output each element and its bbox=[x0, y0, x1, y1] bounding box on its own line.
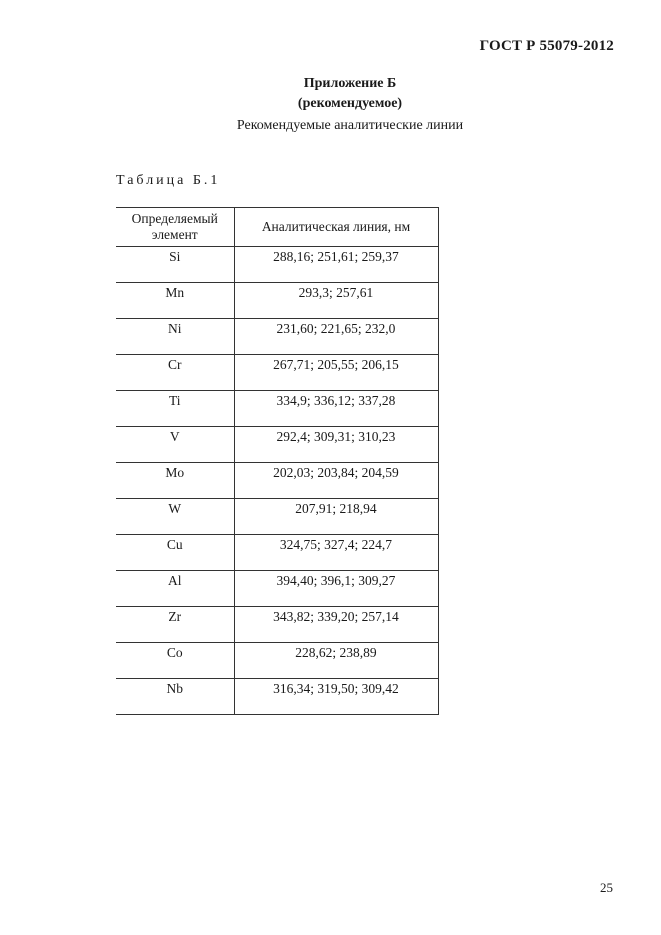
element-cell: V bbox=[116, 427, 234, 463]
table-row bbox=[116, 571, 438, 607]
lines-cell: 207,91; 218,94 bbox=[234, 499, 438, 535]
element-cell: Nb bbox=[116, 679, 234, 715]
lines-cell: 293,3; 257,61 bbox=[234, 283, 438, 319]
table-header-row bbox=[116, 208, 438, 247]
element-cell: Mn bbox=[116, 283, 234, 319]
table-caption: Таблица Б.1 bbox=[116, 173, 221, 188]
lines-cell: 324,75; 327,4; 224,7 bbox=[234, 535, 438, 571]
table-row bbox=[116, 355, 438, 391]
element-cell: Co bbox=[116, 643, 234, 679]
element-cell: W bbox=[116, 499, 234, 535]
appendix-subtitle: Рекомендуемые аналитические линии bbox=[236, 118, 464, 133]
table-row bbox=[116, 499, 438, 535]
element-cell: Zr bbox=[116, 607, 234, 643]
table-row bbox=[116, 319, 438, 355]
document-code: ГОСТ Р 55079-2012 bbox=[479, 38, 614, 54]
element-cell: Ni bbox=[116, 319, 234, 355]
lines-cell: 228,62; 238,89 bbox=[234, 643, 438, 679]
table-row bbox=[116, 679, 438, 715]
element-cell: Cr bbox=[116, 355, 234, 391]
lines-cell: 202,03; 203,84; 204,59 bbox=[234, 463, 438, 499]
table-row bbox=[116, 643, 438, 679]
column-header-lines: Аналитическая линия, нм bbox=[234, 208, 438, 247]
appendix-status: (рекомендуемое) bbox=[297, 96, 403, 111]
element-cell: Al bbox=[116, 571, 234, 607]
element-cell: Mo bbox=[116, 463, 234, 499]
table-row bbox=[116, 607, 438, 643]
analytical-lines-table bbox=[116, 207, 439, 715]
lines-cell: 394,40; 396,1; 309,27 bbox=[234, 571, 438, 607]
lines-cell: 267,71; 205,55; 206,15 bbox=[234, 355, 438, 391]
lines-cell: 343,82; 339,20; 257,14 bbox=[234, 607, 438, 643]
element-cell: Cu bbox=[116, 535, 234, 571]
table-row bbox=[116, 427, 438, 463]
table-row bbox=[116, 283, 438, 319]
table-row bbox=[116, 463, 438, 499]
column-header-element: Определяемый элемент bbox=[116, 208, 234, 247]
lines-cell: 292,4; 309,31; 310,23 bbox=[234, 427, 438, 463]
table-row bbox=[116, 391, 438, 427]
page-number: 25 bbox=[600, 880, 613, 895]
appendix-title: Приложение Б bbox=[303, 76, 397, 91]
lines-cell: 231,60; 221,65; 232,0 bbox=[234, 319, 438, 355]
table-row bbox=[116, 535, 438, 571]
element-cell: Si bbox=[116, 247, 234, 283]
lines-cell: 316,34; 319,50; 309,42 bbox=[234, 679, 438, 715]
lines-cell: 334,9; 336,12; 337,28 bbox=[234, 391, 438, 427]
table-row bbox=[116, 247, 438, 283]
element-cell: Ti bbox=[116, 391, 234, 427]
lines-cell: 288,16; 251,61; 259,37 bbox=[234, 247, 438, 283]
